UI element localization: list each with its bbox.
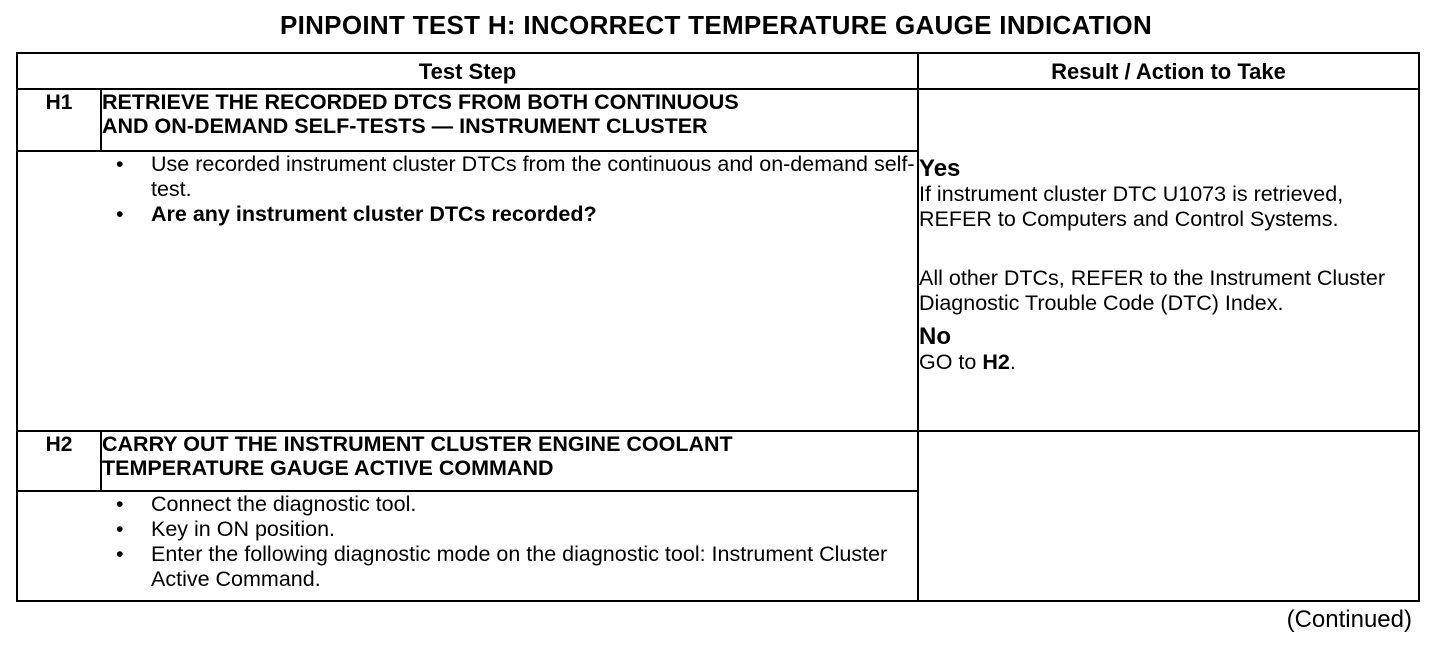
no-action-text: GO to H2. xyxy=(919,350,1016,374)
step-id: H2 xyxy=(17,431,101,491)
pinpoint-test-table xyxy=(16,52,1420,602)
step-link-h2: H2 xyxy=(982,350,1010,374)
list-item: • Use recorded instrument cluster DTCs from the continuous and on-demand self-test. xyxy=(116,152,915,201)
no-label: No xyxy=(919,323,952,350)
bullet-icon: • xyxy=(116,542,124,566)
step-heading-line: RETRIEVE THE RECORDED DTCS FROM BOTH CONTINUOUS xyxy=(102,90,739,114)
step-h2-heading-row xyxy=(17,431,1419,491)
yes-action-text: If instrument cluster DTC U1073 is retrieved, REFER to Computers and Control Systems. xyxy=(919,182,1344,231)
yes-action-text-other: All other DTCs, REFER to the Instrument Cluster Diagnostic Trouble Code (DTC) Index. xyxy=(919,266,1385,315)
step-heading xyxy=(101,89,918,151)
step-heading-line: TEMPERATURE GAUGE ACTIVE COMMAND xyxy=(102,456,554,480)
bullet-icon: • xyxy=(116,492,124,516)
table-header-row xyxy=(17,53,1419,89)
list-item: • Enter the following diagnostic mode on the diagnostic tool: Instrument Cluster Active Command. xyxy=(116,542,888,591)
step-id: H1 xyxy=(17,89,101,151)
step-h1-heading-row xyxy=(17,89,1419,151)
list-item: • Key in ON position. xyxy=(116,517,336,541)
page-title: PINPOINT TEST H: INCORRECT TEMPERATURE GAUGE INDICATION xyxy=(279,10,1153,40)
step-heading-line: AND ON-DEMAND SELF-TESTS — INSTRUMENT CLUSTER xyxy=(102,114,708,138)
list-item: • Are any instrument cluster DTCs recorded? xyxy=(116,202,597,226)
continued-note: (Continued) xyxy=(1286,606,1412,633)
bullet-icon: • xyxy=(116,152,124,176)
header-test-step: Test Step xyxy=(17,53,918,89)
yes-label: Yes xyxy=(919,155,961,182)
step-body xyxy=(17,491,918,601)
step-heading-line: CARRY OUT THE INSTRUMENT CLUSTER ENGINE COOLANT xyxy=(102,432,733,456)
list-item: • Connect the diagnostic tool. xyxy=(116,492,417,516)
bullet-icon: • xyxy=(116,517,124,541)
step-body xyxy=(17,151,918,431)
step-heading xyxy=(101,431,918,491)
bullet-icon: • xyxy=(116,202,124,226)
header-result-action: Result / Action to Take xyxy=(918,53,1419,89)
step-h2-result xyxy=(918,431,1419,601)
step-h1-result xyxy=(918,89,1419,431)
